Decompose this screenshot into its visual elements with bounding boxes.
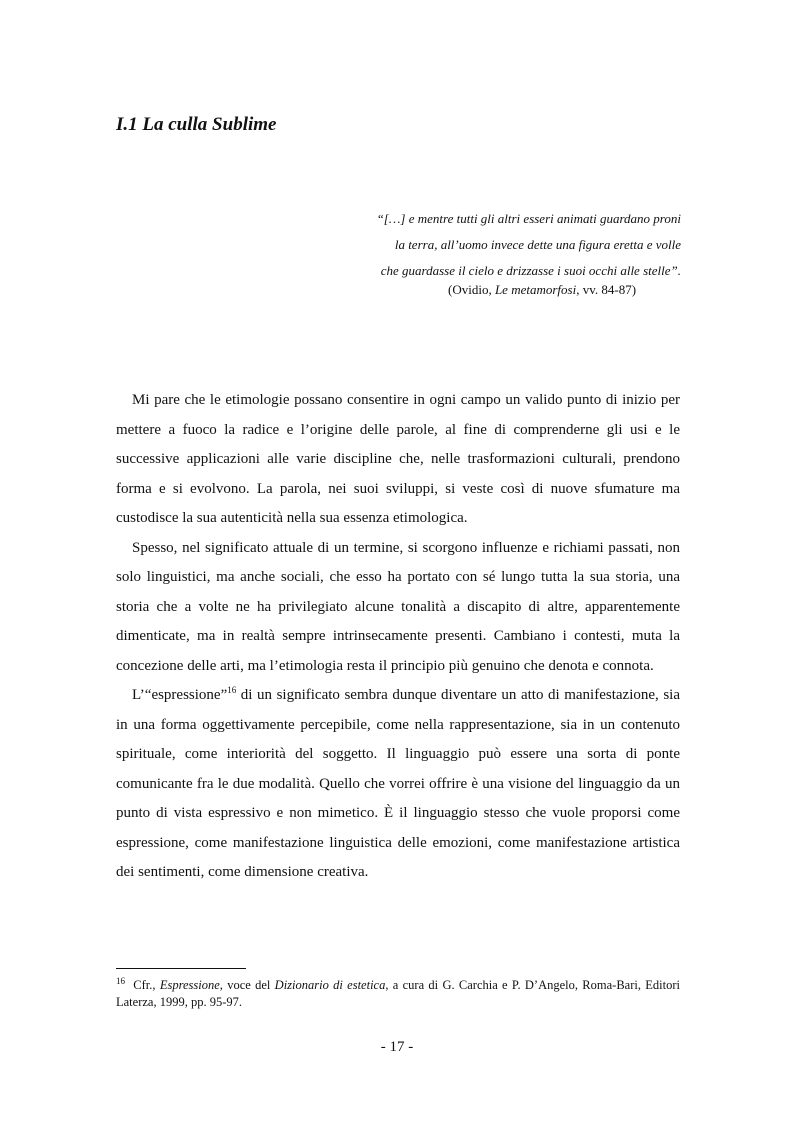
section-heading: I.1 La culla Sublime bbox=[116, 114, 277, 135]
paragraph-3 bbox=[116, 681, 680, 888]
epigraph-line: “[…] e mentre tutti gli altri esseri animati guardano proni bbox=[376, 211, 681, 226]
epigraph-attribution bbox=[448, 282, 636, 298]
footnote-text: , voce del bbox=[219, 978, 275, 992]
paragraph-3-rest: di un significato sembra dunque diventare un atto di manifestazione, sia in una forma oggettivamente percepibile, come nella rappresentazione, sia in un contenuto spirituale, come interiorità del soggetto. Il linguaggio può essere una sorta di ponte comunicante fra le due modalità. Quello che vorrei offrire è una visione del linguaggio da un punto di vista espressivo e non mimetico. È il linguaggio stesso che vuole proporsi come espressione, come manifestazione linguistica delle emozioni, come manifestazione artistica dei sentimenti, come dimensione creativa. bbox=[116, 687, 680, 880]
page-number: - 17 - bbox=[380, 1039, 414, 1055]
epigraph-quote bbox=[261, 206, 681, 284]
footnote-title: Espressione bbox=[159, 978, 220, 992]
footnote bbox=[116, 977, 680, 1011]
paragraph-1: Mi pare che le etimologie possano consentire in ogni campo un valido punto di inizio per mettere a fuoco la radice e l’origine delle parole, al fine di comprenderne gli usi e le successive applicazioni alle varie discipline che, nelle trasformazioni culturali, prendono forma e si evolvono. La parola, nei suoi sviluppi, si veste così di nuove sfumature ma custodisce la sua autenticità nella sua essenza etimologica. bbox=[116, 392, 680, 526]
epigraph-line: la terra, all’uomo invece dette una figura eretta e volle bbox=[394, 237, 681, 252]
attribution-ref: , vv. 84-87) bbox=[576, 282, 637, 297]
footnote-reference[interactable]: 16 bbox=[227, 685, 237, 695]
attribution-author: (Ovidio, bbox=[448, 282, 495, 297]
footnote-text: , a cura di G. Carchia e P. D’Angelo, Roma-Bari, Editori Laterza, 1999, pp. 95-97. bbox=[116, 978, 680, 1009]
body-text bbox=[116, 386, 680, 888]
footnote-separator bbox=[116, 968, 246, 969]
footnote-text: Cfr., bbox=[129, 978, 160, 992]
paragraph-2: Spesso, nel significato attuale di un termine, si scorgono influenze e richiami passati, non solo linguistici, ma anche sociali, che esso ha portato con sé lungo tutta la sua storia, una storia che a volte ne ha privilegiato alcune tonalità a discapito di altre, apparentemente dimenticate, ma in realtà sempre intrinsecamente presenti. Cambiano i contesti, muta la concezione delle arti, ma l’etimologia resta il principio più genuino che denota e connota. bbox=[116, 539, 680, 674]
attribution-work: Le metamorfosi bbox=[494, 282, 577, 297]
footnote-number: 16 bbox=[116, 975, 125, 986]
footnote-title: Dizionario di estetica bbox=[274, 978, 386, 992]
epigraph-line: che guardasse il cielo e drizzasse i suoi occhi alle stelle”. bbox=[380, 263, 681, 278]
paragraph-3-start: L’“espressione” bbox=[132, 687, 228, 703]
